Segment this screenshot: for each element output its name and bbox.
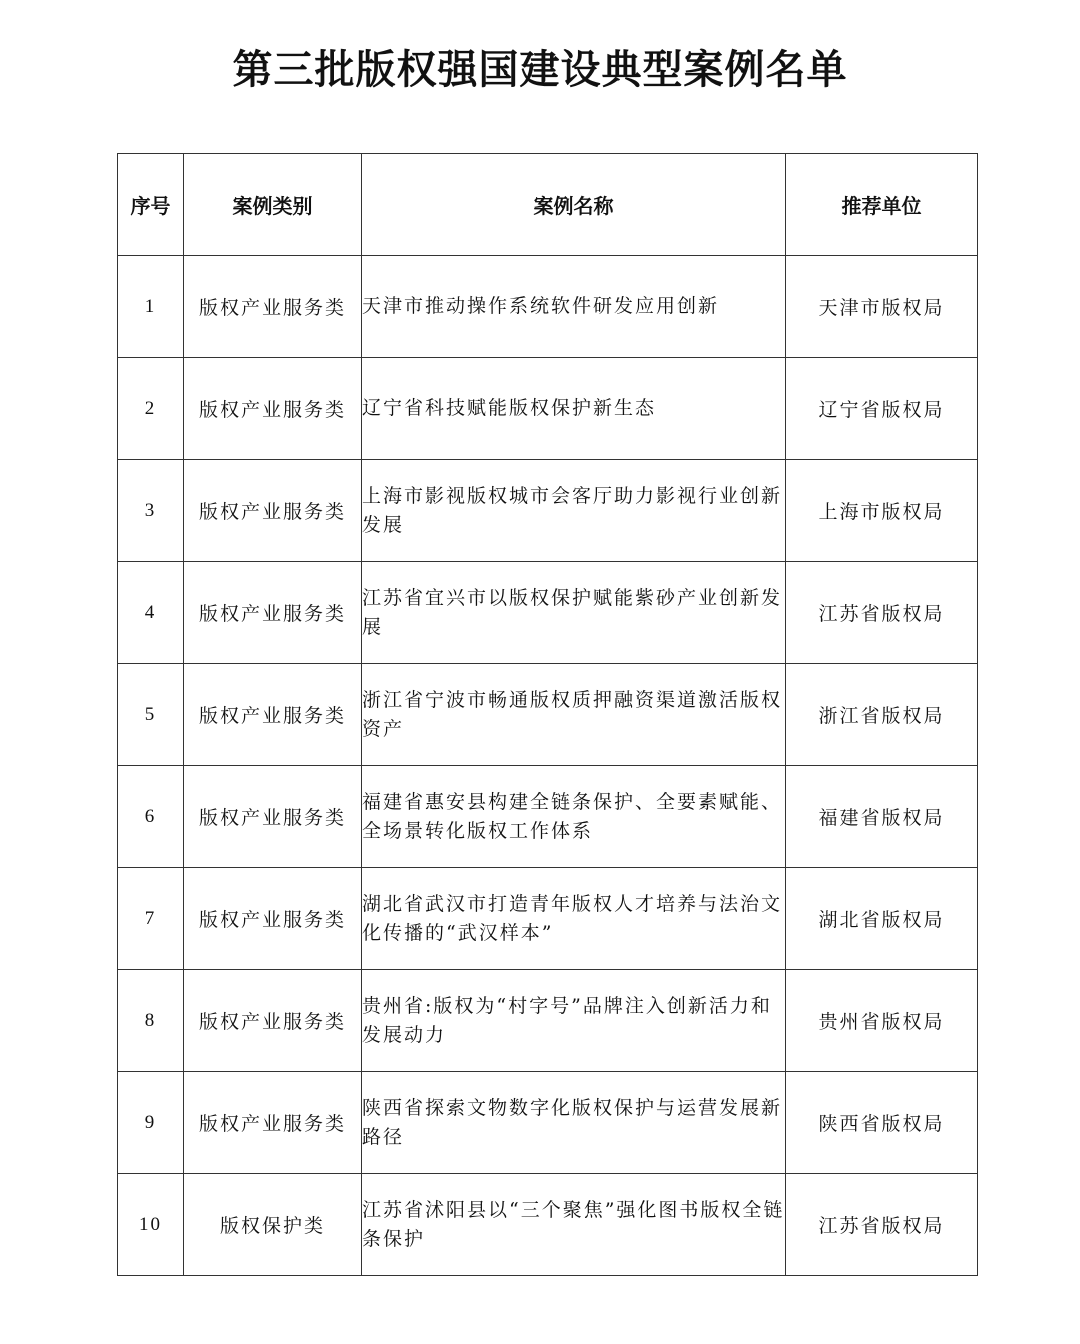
cell-category: 版权产业服务类 [184,460,362,562]
cell-unit: 湖北省版权局 [786,868,978,970]
cell-unit: 贵州省版权局 [786,970,978,1072]
cell-seq: 3 [118,460,184,562]
cell-unit: 浙江省版权局 [786,664,978,766]
cell-seq: 9 [118,1072,184,1174]
table-row [118,970,978,1072]
cell-case-name: 贵州省:版权为“村字号”品牌注入创新活力和发展动力 [362,970,786,1072]
cell-unit: 辽宁省版权局 [786,358,978,460]
table-row [118,256,978,358]
header-seq: 序号 [118,154,184,256]
cell-unit: 上海市版权局 [786,460,978,562]
cell-case-name: 江苏省宜兴市以版权保护赋能紫砂产业创新发展 [362,562,786,664]
cell-category: 版权产业服务类 [184,358,362,460]
cell-category: 版权产业服务类 [184,664,362,766]
cell-seq: 10 [118,1174,184,1276]
header-category: 案例类别 [184,154,362,256]
cell-seq: 1 [118,256,184,358]
table-row [118,766,978,868]
cell-category: 版权产业服务类 [184,562,362,664]
cell-case-name: 辽宁省科技赋能版权保护新生态 [362,358,786,460]
cell-seq: 2 [118,358,184,460]
cell-seq: 6 [118,766,184,868]
cell-case-name: 福建省惠安县构建全链条保护、全要素赋能、全场景转化版权工作体系 [362,766,786,868]
cell-seq: 8 [118,970,184,1072]
cell-category: 版权产业服务类 [184,766,362,868]
cell-unit: 江苏省版权局 [786,562,978,664]
cell-category: 版权产业服务类 [184,970,362,1072]
table-row [118,664,978,766]
cell-category: 版权产业服务类 [184,1072,362,1174]
cell-category: 版权保护类 [184,1174,362,1276]
cell-case-name: 陕西省探索文物数字化版权保护与运营发展新路径 [362,1072,786,1174]
cell-seq: 4 [118,562,184,664]
header-case-name: 案例名称 [362,154,786,256]
cell-category: 版权产业服务类 [184,256,362,358]
cell-case-name: 上海市影视版权城市会客厅助力影视行业创新发展 [362,460,786,562]
header-recommending-unit: 推荐单位 [786,154,978,256]
table-row [118,1072,978,1174]
table-row [118,1174,978,1276]
cell-case-name: 湖北省武汉市打造青年版权人才培养与法治文化传播的“武汉样本” [362,868,786,970]
cell-category: 版权产业服务类 [184,868,362,970]
cell-seq: 5 [118,664,184,766]
document-title: 第三批版权强国建设典型案例名单 [232,47,848,93]
cell-case-name: 浙江省宁波市畅通版权质押融资渠道激活版权资产 [362,664,786,766]
cell-seq: 7 [118,868,184,970]
cell-case-name: 天津市推动操作系统软件研发应用创新 [362,256,786,358]
cell-unit: 江苏省版权局 [786,1174,978,1276]
table-row [118,562,978,664]
cell-unit: 天津市版权局 [786,256,978,358]
table-row [118,868,978,970]
table-row [118,358,978,460]
case-list-table [117,153,978,1276]
cell-case-name: 江苏省沭阳县以“三个聚焦”强化图书版权全链条保护 [362,1174,786,1276]
cell-unit: 福建省版权局 [786,766,978,868]
table-row [118,460,978,562]
table-header-row [118,154,978,256]
cell-unit: 陕西省版权局 [786,1072,978,1174]
